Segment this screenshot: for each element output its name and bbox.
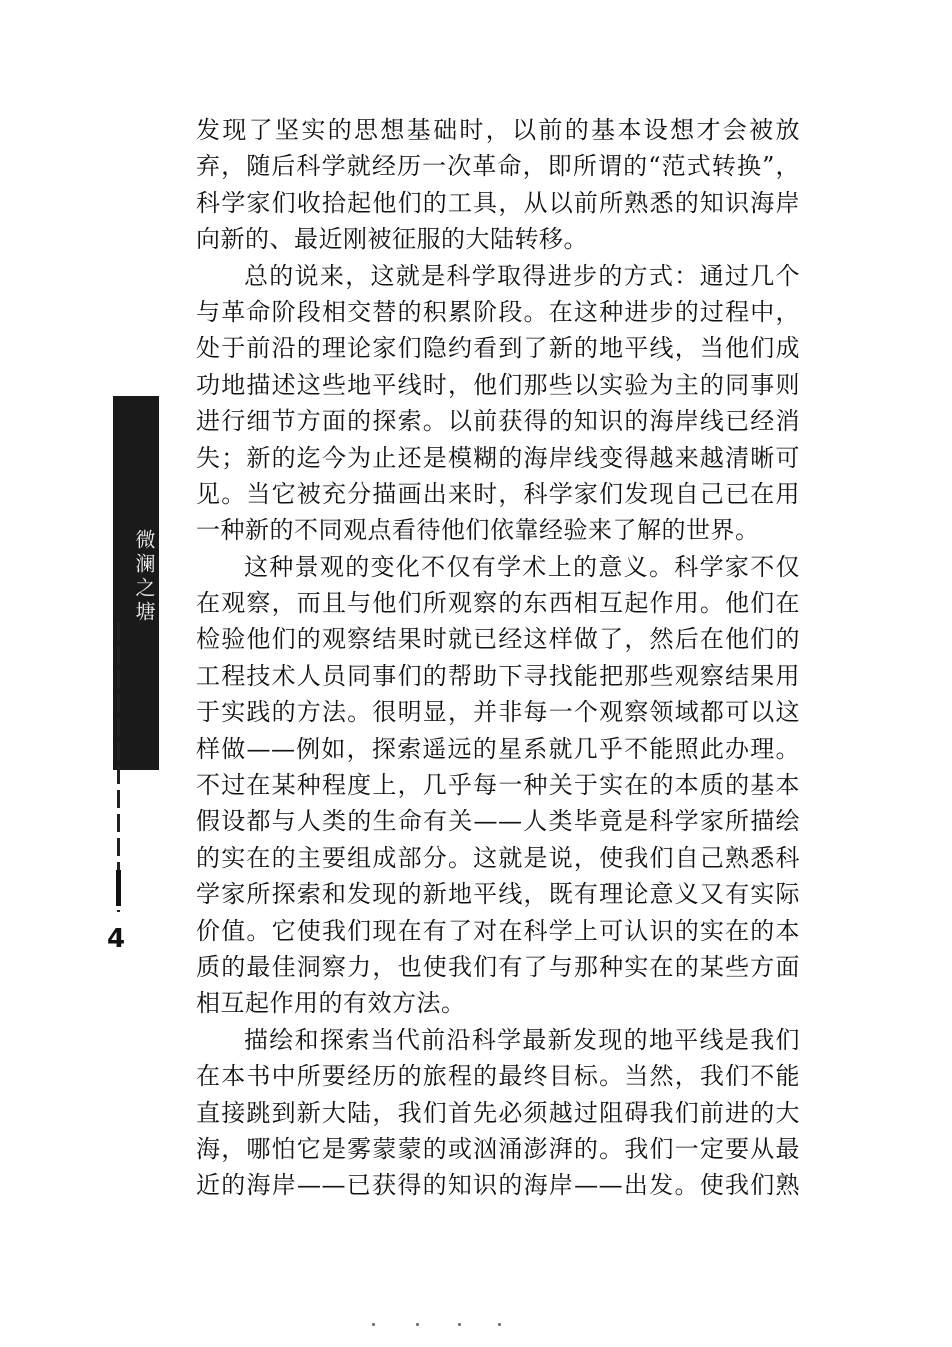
- paragraph-2: [196, 258, 800, 549]
- text-line: 检验他们的观察结果时就已经这样做了，然后在他们的: [196, 625, 800, 654]
- scan-artifact-dots: [372, 1323, 502, 1329]
- text-line: 假设都与人类的生命有关——人类毕竟是科学家所描绘: [196, 807, 800, 836]
- text-line: 于实践的方法。很明显，并非每一个观察领域都可以这: [196, 698, 800, 727]
- paragraph-3: [196, 549, 800, 1022]
- margin-rule: [117, 622, 120, 912]
- text-line: 描绘和探索当代前沿科学最新发现的地平线是我们: [244, 1025, 800, 1054]
- text-line: 样做——例如，探索遥远的星系就几乎不能照此办理。: [196, 734, 800, 763]
- side-tab-title: 微澜之塘: [132, 529, 156, 625]
- dot: [498, 1323, 501, 1326]
- text-line: 总的说来，这就是科学取得进步的方式：通过几个: [244, 261, 800, 290]
- text-line: 处于前沿的理论家们隐约看到了新的地平线，当他们成: [196, 334, 800, 363]
- text-line: 一种新的不同观点看待他们依靠经验来了解的世界。: [196, 516, 760, 545]
- text-line: 见。当它被充分描画出来时，科学家们发现自己已在用: [196, 479, 800, 508]
- text-line: 与革命阶段相交替的积累阶段。在这种进步的过程中，: [196, 297, 800, 326]
- margin-rule-marker: [116, 870, 121, 906]
- text-line: 向新的、最近刚被征服的大陆转移。: [196, 225, 588, 254]
- text-line: 弃，随后科学就经历一次革命，即所谓的“范式转换”，: [196, 152, 800, 181]
- paragraph-1: [196, 112, 800, 258]
- text-line: 直接跳到新大陆，我们首先必须越过阻碍我们前进的大: [196, 1098, 800, 1127]
- page-number: 4: [107, 924, 126, 954]
- text-line: 功地描述这些地平线时，他们那些以实验为主的同事则: [196, 370, 800, 399]
- paragraph-4: [196, 1022, 800, 1204]
- text-line: 的实在的主要组成部分。这就是说，使我们自己熟悉科: [196, 843, 800, 872]
- text-line: 相互起作用的有效方法。: [196, 989, 466, 1018]
- dot: [458, 1323, 461, 1326]
- text-line: 在本书中所要经历的旅程的最终目标。当然，我们不能: [196, 1062, 800, 1091]
- text-line: 海，哪怕它是雾蒙蒙的或汹涌澎湃的。我们一定要从最: [196, 1134, 800, 1163]
- text-line: 这种景观的变化不仅有学术上的意义。科学家不仅: [244, 552, 800, 581]
- text-line: 科学家们收拾起他们的工具，从以前所熟悉的知识海岸: [196, 188, 800, 217]
- text-line: 工程技术人员同事们的帮助下寻找能把那些观察结果用: [196, 661, 800, 690]
- body-text: [196, 112, 800, 1204]
- text-line: 不过在某种程度上，几乎每一种关于实在的本质的基本: [196, 771, 800, 800]
- text-line: 进行细节方面的探索。以前获得的知识的海岸线已经消: [196, 407, 800, 436]
- text-line: 发现了坚实的思想基础时，以前的基本设想才会被放: [196, 116, 800, 144]
- text-line: 价值。它使我们现在有了对在科学上可认识的实在的本: [196, 916, 800, 945]
- dot: [372, 1323, 375, 1326]
- text-line: 在观察，而且与他们所观察的东西相互起作用。他们在: [196, 589, 800, 618]
- dot: [416, 1323, 419, 1326]
- text-line: 失；新的迄今为止还是模糊的海岸线变得越来越清晰可: [196, 443, 800, 472]
- text-line: 质的最佳洞察力，也使我们有了与那种实在的某些方面: [196, 952, 800, 981]
- text-line: 学家所探索和发现的新地平线，既有理论意义又有实际: [196, 880, 800, 909]
- text-line: 近的海岸——已获得的知识的海岸——出发。使我们熟: [196, 1171, 800, 1200]
